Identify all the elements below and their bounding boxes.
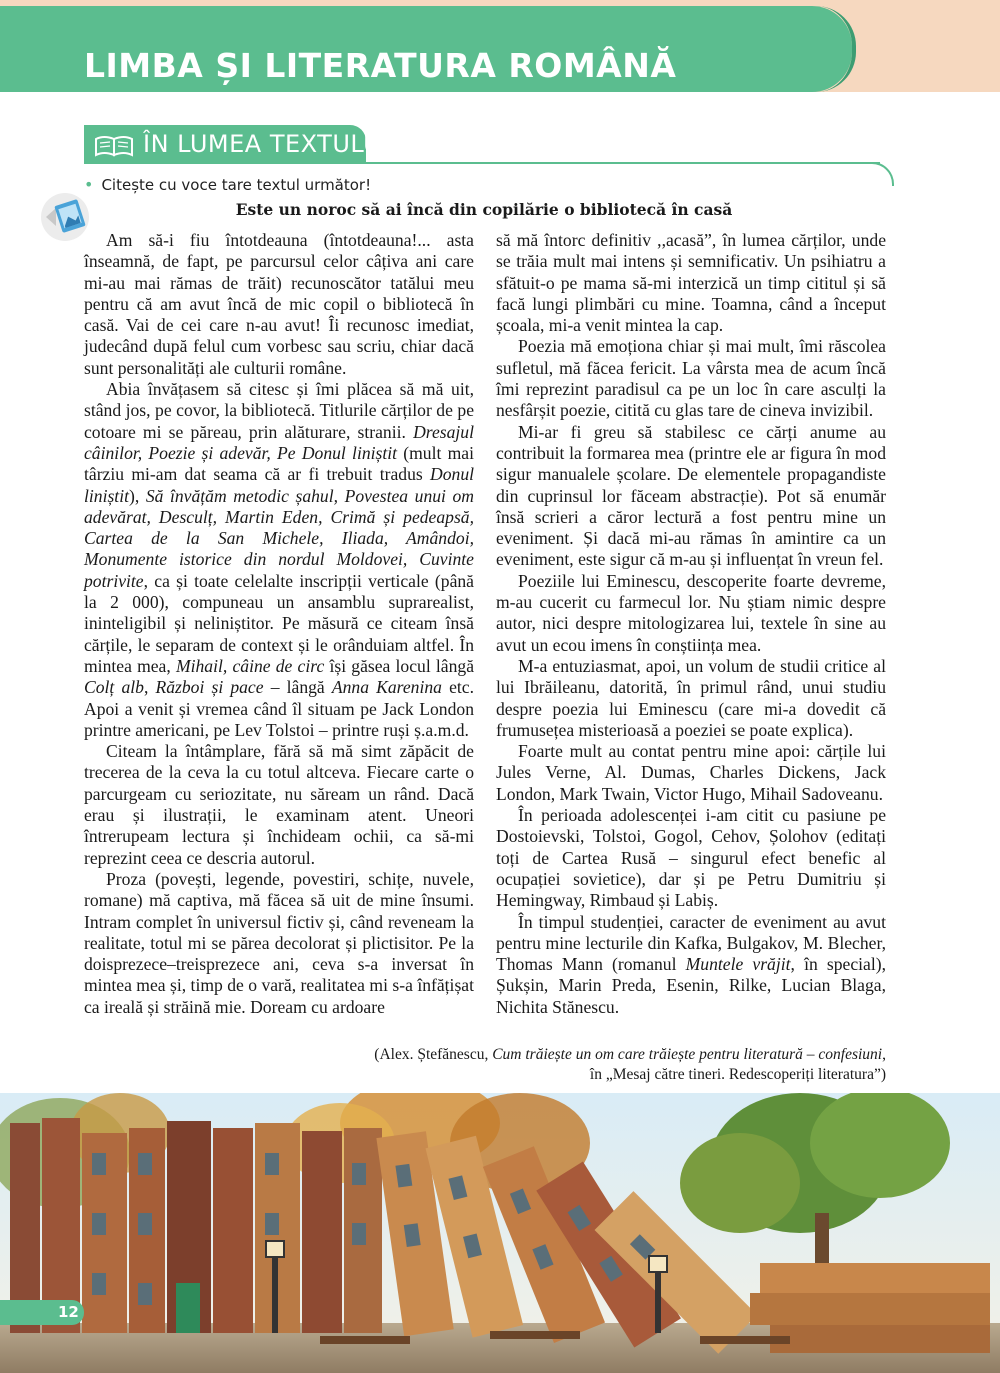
- text-run: Poezia mă emoționa chiar și mai mult, îmi răscolea sufletul, mă făcea fericit. La vârsta mea de acum încă îmi reprezint paradisul ca pe un loc în care asculți la nesfârșit poezie, citită cu glas tare de cineva invizibil.: [496, 336, 886, 421]
- source-line-1: [84, 1045, 886, 1065]
- text-run: Mi-ar fi greu să stabilesc ce cărți anume au contribuit la formarea mea (printre ele ar figura în mod sigur manualele școlare. De elementele propagandiste din cuprinsul lor făceam abstracție). Pot să enumăr însă scrieri a căror lectură a fost pentru mine un eveniment. Și dacă mi-au rămas în amintire ca un eveniment, este sigur că m-au și influențat în vreun fel.: [496, 421, 886, 570]
- paragraph: [496, 336, 886, 421]
- section-divider-curve: [856, 162, 894, 186]
- section-divider: [84, 162, 880, 164]
- text-run: În timpul studenției, caracter de eveniment au avut pentru mine lecturile din Kafka, Bulgakov, M. Blecher, Thomas Mann (romanul: [496, 911, 886, 975]
- text-run: să mă întorc definitiv ,,acasă”, în lumea cărților, unde se trăia mult mai intens și semnificativ. Un psihiatru a sfătuit-o pe mama să-mi interzică un timp cititul și să facă lungi plimbări cu mine. Toamna, când a început școala, mi-a venit mintea la cap.: [496, 230, 886, 336]
- text-run: etc. Apoi a venit și vremea când îl situam pe Jack London printre americani, pe Lev Tolstoi – printre ruși ș.a.m.d.: [84, 677, 474, 740]
- text-run: (Alex. Ștefănescu,: [374, 1046, 493, 1063]
- page-number: 12: [58, 1303, 79, 1321]
- paragraph: [496, 741, 886, 805]
- source-citation: [84, 1045, 886, 1085]
- paragraph: [496, 656, 886, 741]
- source-line-2: [84, 1065, 886, 1085]
- paragraph: [84, 869, 474, 1018]
- paragraph: [496, 571, 886, 656]
- paragraph: [496, 230, 886, 336]
- text-run: În perioada adolescenței i-am citit cu pasiune pe Dostoievski, Tolstoi, Gogol, Cehov, Șolohov (editați toți de Cartea Rusă – singurul efect benefic al ocupației sovietice), dar și pe Petru Dumitriu și Hemingway, Rimbaud și Labiș.: [496, 805, 886, 911]
- right-text-column: [496, 230, 886, 1018]
- page-title: LIMBA ȘI LITERATURA ROMÂNĂ: [84, 46, 677, 85]
- left-text-column: [84, 230, 474, 1018]
- paragraph: [496, 912, 886, 1018]
- image-reading-icon: [40, 190, 90, 244]
- paragraph: [496, 422, 886, 571]
- italic-title: Donul liniștit: [84, 464, 474, 506]
- italic-title: Cum trăiește un om care trăiește pentru literatură – confesiuni: [492, 1046, 883, 1063]
- text-run: Foarte mult au contat pentru mine apoi: cărțile lui Jules Verne, Al. Dumas, Charles Dickens, Jack London, Mark Twain, Victor Hugo, Mihail Sadoveanu.: [496, 741, 886, 804]
- instruction: [84, 175, 371, 194]
- text-run: Abia învățasem să citesc și îmi plăcea să mă uit, stând jos, pe covor, la bibliotecă. Titlurile cărților de pe cotoare mi se păreau, prin alăturare, stranii.: [84, 379, 474, 442]
- text-run: Proza (povești, legende, povestiri, schițe, nuvele, romane) mă captiva, mă făcea să uit de mine însumi. Intram complet în universul fictiv și, când reveneam la realitate, totul mi se părea decolorat și plictisitor. Pe la doisprezece–treisprezece ani, ceva s-a inversat în mintea mea și, timp de o vară, realitatea mi s-a înfățișat ca ireală și străină mie. Doream cu ardoare: [84, 868, 474, 1017]
- paragraph: [84, 230, 474, 379]
- paragraph: [84, 379, 474, 741]
- italic-title: Colț alb: [84, 677, 144, 698]
- italic-title: Anna Karenina: [331, 677, 442, 698]
- section-title: ÎN LUMEA TEXTULUI: [143, 130, 389, 158]
- text-run: – lângă: [263, 677, 332, 698]
- italic-title: Dresajul câinilor, Poezie și adevăr, Pe Donul liniștit: [84, 421, 474, 463]
- book-buildings-illustration: [0, 1093, 1000, 1373]
- bullet-dot: •: [84, 175, 94, 194]
- italic-title: Război și pace: [155, 677, 264, 698]
- text-run: (mult mai târziu mi-am dat seama că ar fi trebuit tradus: [84, 442, 475, 485]
- text-run: ,: [143, 677, 156, 698]
- italic-title: Să învățăm metodic șahul, Povestea unui om adevărat, Desculț, Martin Eden, Crimă și pedeapsă, Cartea de la San Michele, Iliada, Amândoi, Monumente istorice din nordul Moldovei, Cuvinte potrivite: [84, 485, 474, 591]
- paragraph: [84, 741, 474, 869]
- text-run: , ca și toate celelalte inscripții verticale (până la 2 000), compuneau un ansamblu suprarealist, ininteligibil și neliniștitor. Pe măsură ce citeam însă cărțile, le separam de context și le orânduiam altfel. În mintea mea,: [84, 570, 474, 676]
- text-title: Este un noroc să ai încă din copilărie o bibliotecă în casă: [235, 200, 733, 219]
- paragraph: [496, 805, 886, 911]
- text-run: Citeam la întâmplare, fără să mă simt zăpăcit de trecerea de la ceva la cu totul altceva. Fiecare carte o parcurgeam cu seriozitate, nu săream un rând. Dacă erau și ilustrații, le examinam atent. Uneori întrerupeam lectura și închideam ochii, ca să-mi reprezint ceea ce descria autorul.: [84, 741, 474, 868]
- text-run: ,: [882, 1046, 886, 1063]
- text-run: , în special), Șukșin, Marin Preda, Esenin, Rilke, Lucian Blaga, Nichita Stănescu.: [496, 954, 886, 1017]
- italic-title: Mihail, câine de circ: [175, 655, 325, 676]
- text-run: Am să-i fiu întotdeauna (întotdeauna!... asta înseamnă, de fapt, pe parcursul celor câțiva ani care mi-au mai rămas de trăit) recunoscător tatălui meu pentru că am avut încă de mic copil o bibliotecă în casă. Vai de cei care n-au avut! Îi recunosc imediat, judecând după felul cum vorbesc sau scriu, chiar dacă sunt personalități ale culturii române.: [84, 230, 474, 378]
- text-run: în „Mesaj către tineri. Redescoperiți literatura”): [589, 1066, 886, 1083]
- text-run: Poeziile lui Eminescu, descoperite foarte devreme, m-au cucerit cu farmecul lor. Nu știam nimic despre autor, nici despre mitologizarea lui, textele în sine au avut un ecou imens în conștiința mea.: [496, 570, 886, 655]
- instruction-text: Citește cu voce tare textul următor!: [101, 176, 372, 194]
- text-run: își găsea locul lângă: [324, 655, 474, 676]
- text-run: ),: [128, 485, 146, 506]
- italic-title: Muntele vrăjit: [685, 954, 791, 975]
- open-book-icon: [94, 135, 134, 157]
- text-run: M-a entuziasmat, apoi, un volum de studii critice al lui Ibrăileanu, datorită, în primul rând, unui studiu despre poezia lui Eminescu (care mi-a dovedit că frumusețea misterioasă a poeziei se poate explica).: [496, 655, 886, 740]
